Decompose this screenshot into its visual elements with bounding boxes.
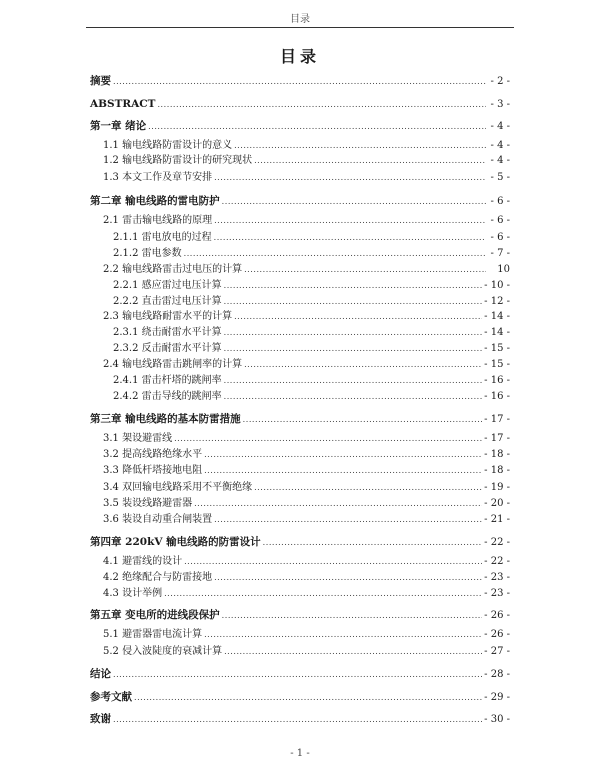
toc-entry-label: 3.3 降低杆塔接地电阻 — [103, 465, 203, 476]
toc-entry-label: 结论 — [90, 668, 111, 680]
toc-entry-page: - 22 - — [484, 537, 510, 548]
toc-entry-label: 参考文献 — [90, 691, 132, 703]
toc-entry-page: - 14 - — [484, 327, 510, 338]
toc-entry-label: 第四章 220kV 输电线路的防雷设计 — [90, 536, 261, 548]
toc-entry-label: 5.2 侵入波陡度的衰减计算 — [103, 646, 223, 657]
toc-entry-page: - 14 - — [484, 311, 510, 322]
toc-entry-page: - 29 - — [484, 692, 510, 703]
toc-entry-page: - 27 - — [484, 646, 510, 657]
toc-entry[interactable] — [90, 534, 510, 550]
toc-entry-page: 10 — [497, 264, 510, 275]
toc-entry[interactable] — [103, 213, 510, 229]
toc-entry-page: - 30 - — [484, 714, 510, 725]
toc-entry[interactable] — [113, 341, 510, 357]
toc-entry[interactable] — [103, 138, 510, 154]
dot-leader — [214, 230, 486, 246]
toc-entry-label: 3.1 架设避雷线 — [103, 433, 173, 444]
toc-entry-label: 5.1 避雷器雷电流计算 — [103, 629, 203, 640]
toc-entry-page: - 6 - — [490, 232, 510, 243]
toc-entry-page: - 26 - — [484, 629, 510, 640]
toc-entry-label: 致谢 — [90, 713, 111, 725]
toc-entry-page: - 20 - — [484, 498, 510, 509]
dot-leader — [214, 512, 482, 528]
toc-entry[interactable] — [103, 153, 510, 169]
dot-leader — [164, 586, 482, 602]
toc-entry-label: 摘要 — [90, 75, 111, 87]
toc-entry[interactable] — [103, 170, 510, 186]
dot-leader — [224, 389, 483, 405]
dot-leader — [134, 690, 482, 706]
toc-entry-page: - 19 - — [484, 482, 510, 493]
dot-leader — [174, 431, 482, 447]
dot-leader — [214, 570, 482, 586]
toc-entry-label: 2.2.2 直击雷过电压计算 — [113, 296, 222, 307]
dot-leader — [184, 554, 482, 570]
toc-entry-page: - 4 - — [490, 121, 510, 132]
dot-leader — [113, 712, 482, 728]
toc-entry[interactable] — [103, 262, 510, 278]
dot-leader — [234, 138, 486, 154]
toc-entry-page: - 16 - — [484, 391, 510, 402]
toc-entry-label: 2.3.2 反击耐雷水平计算 — [113, 343, 222, 354]
toc-entry[interactable] — [113, 278, 510, 294]
toc-entry-label: 第五章 变电所的进线段保护 — [90, 609, 220, 621]
dot-leader — [254, 153, 486, 169]
toc-entry[interactable] — [90, 411, 510, 427]
dot-leader — [204, 463, 482, 479]
toc-entry[interactable] — [103, 586, 510, 602]
toc-entry[interactable] — [113, 246, 510, 262]
toc-entry[interactable] — [113, 373, 510, 389]
dot-leader — [184, 246, 486, 262]
toc-entry[interactable] — [90, 118, 510, 134]
toc-entry-label: 2.4 输电线路雷击跳闸率的计算 — [103, 359, 243, 370]
page-title: 目录 — [279, 47, 320, 66]
toc-entry[interactable] — [113, 230, 510, 246]
toc-entry-page: - 6 - — [490, 196, 510, 207]
toc-entry[interactable] — [103, 431, 510, 447]
toc-entry-label: 3.5 装设线路避雷器 — [103, 498, 193, 509]
toc-entry-label: ABSTRACT — [90, 98, 156, 110]
toc-entry-page: - 7 - — [490, 248, 510, 259]
toc-entry-label: 第二章 输电线路的雷电防护 — [90, 195, 220, 207]
dot-leader — [222, 608, 483, 624]
dot-leader — [157, 97, 486, 113]
page-number: - 1 - — [290, 748, 310, 759]
toc-entry-page: - 15 - — [484, 343, 510, 354]
dot-leader — [148, 119, 486, 135]
toc-entry-label: 2.1 雷击输电线路的原理 — [103, 215, 213, 226]
dot-leader — [234, 309, 482, 325]
dot-leader — [244, 262, 486, 278]
toc-entry-page: - 21 - — [484, 514, 510, 525]
toc-entry-page: - 23 - — [484, 572, 510, 583]
toc-entry-page: - 10 - — [484, 280, 510, 291]
toc-entry[interactable] — [90, 711, 510, 727]
toc-entry-label: 2.2.1 感应雷过电压计算 — [113, 280, 222, 291]
dot-leader — [204, 447, 482, 463]
toc-entry-page: - 17 - — [484, 414, 510, 425]
toc-entry[interactable] — [90, 73, 510, 89]
dot-leader — [224, 373, 483, 389]
toc-entry[interactable] — [113, 325, 510, 341]
toc-entry-label: 1.3 本文工作及章节安排 — [103, 172, 213, 183]
dot-leader — [194, 496, 482, 512]
toc-entry-page: - 6 - — [490, 215, 510, 226]
toc-entry-label: 2.3 输电线路耐雷水平的计算 — [103, 311, 233, 322]
dot-leader — [224, 278, 483, 294]
dot-leader — [224, 325, 483, 341]
toc-entry-label: 2.1.2 雷电参数 — [113, 248, 182, 259]
toc-entry-page: - 26 - — [484, 610, 510, 621]
dot-leader — [263, 535, 483, 551]
dot-leader — [222, 194, 486, 210]
running-header: 目录 — [290, 14, 310, 25]
toc-entry-page: - 28 - — [484, 669, 510, 680]
toc-entry[interactable] — [113, 294, 510, 310]
toc-entry-label: 4.1 避雷线的设计 — [103, 556, 183, 567]
toc-entry-page: - 3 - — [490, 99, 510, 110]
toc-entry-label: 1.1 输电线路防雷设计的意义 — [103, 140, 233, 151]
toc-entry-page: - 23 - — [484, 588, 510, 599]
toc-entry-label: 4.2 绝缘配合与防雷接地 — [103, 572, 213, 583]
dot-leader — [214, 170, 486, 186]
dot-leader — [224, 644, 482, 660]
dot-leader — [243, 412, 483, 428]
dot-leader — [224, 341, 483, 357]
toc-entry-label: 第一章 绪论 — [90, 120, 147, 132]
toc-entry-label: 2.1.1 雷电放电的过程 — [113, 232, 212, 243]
toc-entry-page: - 18 - — [484, 465, 510, 476]
toc-entry[interactable] — [90, 666, 510, 682]
toc-entry-page: - 12 - — [484, 296, 510, 307]
toc-entry-page: - 17 - — [484, 433, 510, 444]
toc-entry[interactable] — [90, 689, 510, 705]
toc-entry[interactable] — [103, 357, 510, 373]
toc-entry-label: 2.4.1 雷击杆塔的跳闸率 — [113, 375, 222, 386]
toc-entry-label: 2.4.2 雷击导线的跳闸率 — [113, 391, 222, 402]
toc-entry[interactable] — [103, 447, 510, 463]
toc-entry-page: - 16 - — [484, 375, 510, 386]
toc-entry[interactable] — [103, 644, 510, 660]
toc-entry-page: - 18 - — [484, 449, 510, 460]
toc-entry[interactable] — [90, 607, 510, 623]
toc-entry-label: 3.2 提高线路绝缘水平 — [103, 449, 203, 460]
dot-leader — [113, 667, 482, 683]
dot-leader — [224, 294, 483, 310]
toc-entry[interactable] — [103, 480, 510, 496]
toc-entry-page: - 4 - — [490, 155, 510, 166]
dot-leader — [244, 357, 482, 373]
toc-entry-label: 2.2 输电线路雷击过电压的计算 — [103, 264, 243, 275]
dot-leader — [214, 213, 486, 229]
toc-entry[interactable] — [103, 463, 510, 479]
toc-entry-label: 3.4 双回输电线路采用不平衡绝缘 — [103, 482, 253, 493]
toc-entry[interactable] — [103, 554, 510, 570]
toc-entry-label: 2.3.1 绕击耐雷水平计算 — [113, 327, 222, 338]
dot-leader — [113, 74, 486, 90]
toc-entry-page: - 2 - — [490, 76, 510, 87]
toc-entry-page: - 4 - — [490, 140, 510, 151]
toc-entry-label: 3.6 装设自动重合闸装置 — [103, 514, 213, 525]
toc-entry[interactable] — [103, 309, 510, 325]
toc-entry-page: - 15 - — [484, 359, 510, 370]
toc-entry-label: 第三章 输电线路的基本防雷措施 — [90, 413, 241, 425]
toc-entry-label: 1.2 输电线路防雷设计的研究现状 — [103, 155, 253, 166]
toc-entry[interactable] — [103, 570, 510, 586]
toc-entry[interactable] — [90, 96, 510, 112]
toc-entry[interactable] — [113, 389, 510, 405]
dot-leader — [254, 480, 482, 496]
toc-entry[interactable] — [103, 496, 510, 512]
toc-entry[interactable] — [103, 627, 510, 643]
toc-entry[interactable] — [103, 512, 510, 528]
toc-entry-page: - 5 - — [490, 172, 510, 183]
toc-entry[interactable] — [90, 193, 510, 209]
dot-leader — [204, 627, 482, 643]
toc-entry-page: - 22 - — [484, 556, 510, 567]
toc-entry-label: 4.3 设计举例 — [103, 588, 163, 599]
